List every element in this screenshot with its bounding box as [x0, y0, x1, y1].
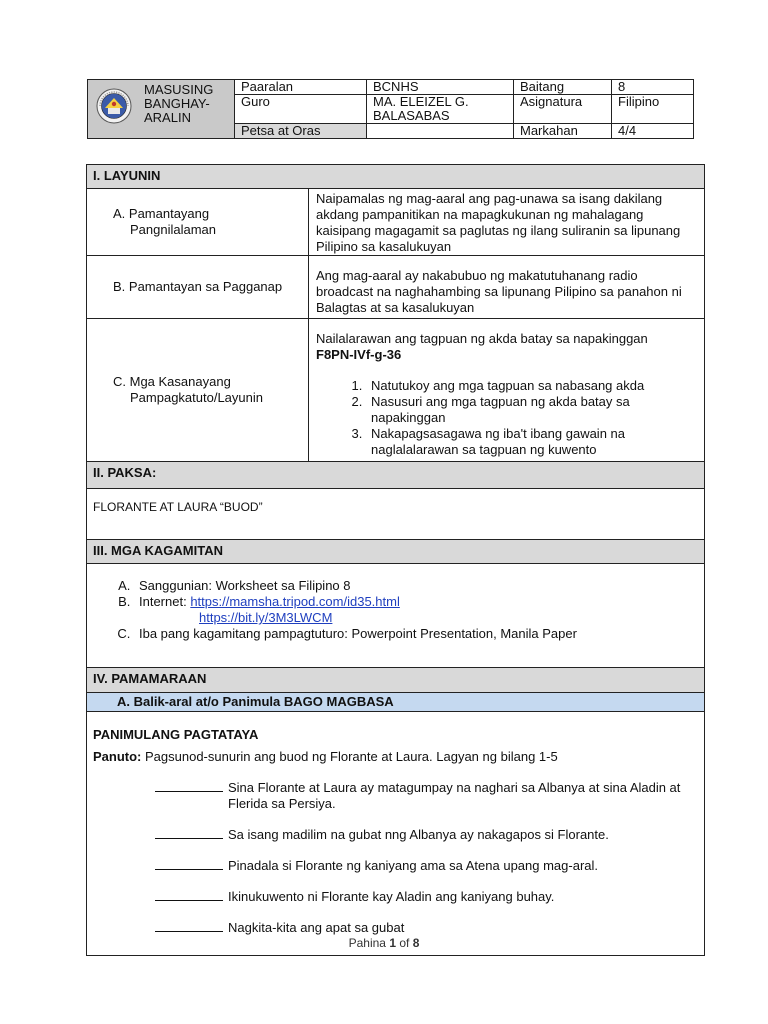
pampagkatuto-label: Pampagkatuto/Layunin	[130, 390, 263, 405]
balik-aral-subheading: A. Balik-aral at/o Panimula BAGO MAGBASA	[87, 693, 705, 712]
objectives-list	[316, 378, 698, 458]
order-item-text: Nagkita-kita ang apat sa gubat	[228, 920, 405, 935]
internet-item	[134, 594, 703, 626]
sanggunian-item: A. Sanggunian: Worksheet sa Filipino 8	[134, 578, 703, 594]
value-asignatura: Filipino	[612, 95, 694, 124]
objective-item: 1. Natutukoy ang mga tagpuan sa nabasang akda	[366, 378, 698, 394]
value-petsa	[367, 124, 514, 139]
value-paaralan: BCNHS	[367, 80, 514, 95]
order-item-text: Ikinukuwento ni Florante kay Aladin ang kaniyang buhay.	[228, 889, 555, 904]
order-item	[93, 920, 698, 936]
label-guro: Guro	[235, 95, 367, 124]
pamantayan-pagganap-label: B. Pamantayan sa Pagganap	[87, 256, 309, 319]
section-pamamaraan-heading: IV. PAMAMARAAN	[87, 668, 705, 693]
pamantayang-text: Naipamalas ng mag-aaral ang pag-unawa sa isang dakilang akdang pampanitikan na mapagkukunan ng mahalagang kaisipang magagamit sa paglutas ng ilang suliranin sa lipunang Pilipino sa kasalukuyan	[309, 189, 705, 256]
answer-blank[interactable]	[155, 858, 223, 870]
iba-pang-kagamitan-item: C. Iba pang kagamitang pampagtuturo: Powerpoint Presentation, Manila Paper	[134, 626, 703, 642]
value-guro: MA. ELEIZEL G. BALASABAS	[367, 95, 514, 124]
order-item	[93, 858, 698, 874]
deped-seal-icon	[96, 88, 132, 124]
lesson-plan-table	[86, 164, 705, 956]
order-item-text: Pinadala si Florante ng kaniyang ama sa Atena upang mag-aral.	[228, 858, 599, 873]
kasanayan-label: C. Mga Kasanayang	[113, 374, 231, 389]
document-title: MASUSING BANGHAY-ARALIN	[144, 82, 214, 125]
label-asignatura: Asignatura	[514, 95, 612, 124]
page-number: 1	[389, 936, 396, 950]
of-label: of	[396, 936, 413, 950]
pangnilalaman-label: Pangnilalaman	[130, 222, 217, 237]
kasanayan-intro: Nailalarawan ang tagpuan ng akda batay sa napakinggan	[316, 331, 648, 346]
answer-blank[interactable]	[155, 827, 223, 839]
section-kagamitan-heading: III. MGA KAGAMITAN	[87, 540, 705, 564]
link-bitly[interactable]: https://bit.ly/3M3LWCM	[199, 610, 333, 625]
order-item	[93, 889, 698, 905]
page-footer	[0, 936, 768, 950]
header-table	[87, 79, 694, 139]
order-item	[93, 780, 698, 812]
label-baitang: Baitang	[514, 80, 612, 95]
label-petsa: Petsa at Oras	[235, 124, 367, 139]
order-item-text: Sa isang madilim na gubat nng Albanya ay nakagapos si Florante.	[228, 827, 609, 842]
panimula-content	[87, 712, 705, 956]
kasanayan-label-cell	[87, 319, 309, 462]
link-mamsha[interactable]: https://mamsha.tripod.com/id35.html	[190, 594, 400, 609]
competency-code: F8PN-IVf-g-36	[316, 347, 402, 362]
answer-blank[interactable]	[155, 780, 223, 792]
objective-item: 2. Nasusuri ang mga tagpuan ng akda batay sa napakinggan	[366, 394, 698, 426]
value-baitang: 8	[612, 80, 694, 95]
label-markahan: Markahan	[514, 124, 612, 139]
pamantayang-label-cell	[87, 189, 309, 256]
value-markahan: 4/4	[612, 124, 694, 139]
objective-item: 3. Nakapagsasagawa ng iba't ibang gawain na naglalalarawan sa tagpuan ng kuwento	[366, 426, 698, 458]
answer-blank[interactable]	[155, 889, 223, 901]
label-paaralan: Paaralan	[235, 80, 367, 95]
header-title-cell	[88, 80, 235, 139]
panuto-text: Pagsunod-sunurin ang buod ng Florante at Laura. Lagyan ng bilang 1-5	[141, 749, 558, 764]
page-total: 8	[412, 936, 420, 950]
pamantayan-pagganap-text: Ang mag-aaral ay nakabubuo ng makatutuhanang radio broadcast na naghahambing sa lipunang Pilipino sa panahon ni Balagtas at sa kasalukuyan	[309, 256, 705, 319]
panuto	[93, 749, 698, 765]
order-item	[93, 827, 698, 843]
pamantayang-label: A. Pamantayang	[113, 206, 210, 221]
section-layunin-heading: I. LAYUNIN	[87, 165, 705, 189]
pahina-label: Pahina	[348, 936, 390, 950]
internet-label: Internet:	[139, 594, 191, 609]
panuto-label: Panuto:	[93, 749, 142, 764]
answer-blank[interactable]	[155, 920, 223, 932]
paksa-text: FLORANTE AT LAURA “BUOD”	[87, 489, 705, 540]
order-item-text: Sina Florante at Laura ay matagumpay na naghari sa Albanya at sina Aladin at Flerida sa Persiya.	[228, 780, 681, 811]
kagamitan-list	[88, 578, 703, 642]
kagamitan-content	[87, 564, 705, 668]
panimulang-pagtataya-heading: PANIMULANG PAGTATAYA	[93, 727, 259, 742]
kasanayan-content	[309, 319, 705, 462]
section-paksa-heading: II. PAKSA:	[87, 462, 705, 489]
